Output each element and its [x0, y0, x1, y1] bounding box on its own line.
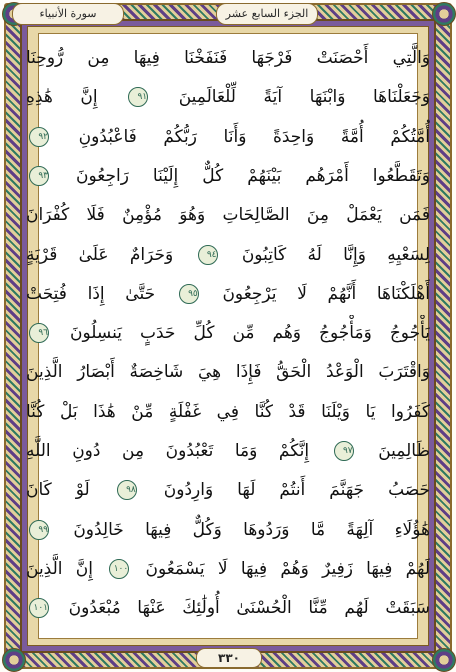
verse-line: [26, 394, 430, 431]
verse-text: حَتَّىٰ إِذَا فُتِحَتْ: [26, 283, 156, 304]
verse-line: [26, 433, 430, 470]
verse-text: هَٰؤُلَاءِ آلِهَةً مَّا وَرَدُوهَا وَكُلٌّ فِيهَا خَالِدُونَ: [73, 519, 430, 540]
verse-line: [26, 354, 430, 391]
corner-ornament: [432, 2, 456, 26]
verse-line: [26, 551, 430, 588]
verse-text: لِسَعْيِهِ وَإِنَّا لَهُ كَاتِبُونَ: [241, 244, 430, 265]
verse-text: إِنَّ الَّذِينَ: [26, 558, 93, 579]
verse-text: وَجَعَلْنَاهَا وَابْنَهَا آيَةً لِّلْعَالَمِينَ: [178, 87, 430, 108]
corner-ornament: [2, 648, 26, 672]
verse-text: إِنَّكُمْ وَمَا تَعْبُدُونَ مِن دُونِ اللَّهِ: [26, 441, 310, 461]
verse-line: [26, 40, 430, 77]
verse-line: [26, 119, 430, 156]
verse-text: ظَالِمِينَ: [378, 441, 430, 461]
quran-text: [26, 40, 430, 630]
ayah-number-marker: ٩٩: [29, 520, 49, 540]
page-number: ٣٣٠: [196, 648, 262, 668]
ayah-number-marker: ٩٨: [117, 480, 137, 500]
verse-text: حَصَبُ جَهَنَّمَ أَنتُمْ لَهَا وَارِدُونَ: [163, 480, 430, 501]
verse-line: [26, 590, 430, 627]
corner-ornament: [432, 648, 456, 672]
verse-line: [26, 237, 430, 274]
ayah-number-marker: ٩١: [128, 87, 148, 107]
verse-text: وَاقْتَرَبَ الْوَعْدُ الْحَقُّ فَإِذَا هِيَ شَاخِصَةٌ أَبْصَارُ الَّذِينَ: [26, 362, 430, 383]
ayah-number-marker: ٩٦: [29, 323, 49, 343]
ayah-number-marker: ٩٢: [29, 127, 49, 147]
verse-line: [26, 472, 430, 509]
verse-line: [26, 276, 430, 313]
verse-text: وَحَرَامٌ عَلَىٰ قَرْيَةٍ: [26, 244, 174, 265]
verse-text: لَوْ كَانَ: [26, 480, 90, 501]
verse-text: أَهْلَكْنَاهَا أَنَّهُمْ لَا يَرْجِعُونَ: [222, 283, 430, 304]
surah-header: سورة الأنبياء: [12, 3, 124, 25]
verse-line: [26, 197, 430, 234]
ayah-number-marker: ١٠٠: [109, 559, 129, 579]
verse-text: إِنَّ هَٰذِهِ: [26, 87, 98, 108]
ayah-number-marker: ٩٧: [334, 441, 354, 461]
verse-text: وَالَّتِي أَحْصَنَتْ فَرْجَهَا فَنَفَخْنَا فِيهَا مِن رُّوحِنَا: [26, 48, 430, 68]
verse-text: أُمَّتُكُمْ أُمَّةً وَاحِدَةً وَأَنَا رَبُّكُمْ فَاعْبُدُونِ: [78, 126, 430, 147]
verse-line: [26, 315, 430, 352]
ayah-number-marker: ٩٣: [29, 166, 49, 186]
verse-text: فَمَن يَعْمَلْ مِنَ الصَّالِحَاتِ وَهُوَ مُؤْمِنٌ فَلَا كُفْرَانَ: [26, 205, 430, 226]
verse-text: وَتَقَطَّعُوا أَمْرَهُم بَيْنَهُمْ كُلٌّ إِلَيْنَا رَاجِعُونَ: [76, 165, 430, 186]
verse-text: لَهُمْ فِيهَا زَفِيرٌ وَهُمْ فِيهَا لَا يَسْمَعُونَ: [145, 558, 430, 579]
juz-header: الجزء السابع عشر: [216, 3, 318, 25]
ayah-number-marker: ٩٤: [198, 245, 218, 265]
verse-text: يَأْجُوجُ وَمَأْجُوجُ وَهُم مِّن كُلِّ حَدَبٍ يَنسِلُونَ: [70, 323, 430, 344]
verse-line: [26, 512, 430, 549]
ayah-number-marker: ٩٥: [179, 284, 199, 304]
ayah-number-marker: ١٠١: [29, 598, 49, 618]
verse-line: [26, 158, 430, 195]
verse-text: سَبَقَتْ لَهُم مِّنَّا الْحُسْنَىٰ أُولَٰئِكَ عَنْهَا مُبْعَدُونَ: [68, 598, 430, 619]
verse-text: كَفَرُوا يَا وَيْلَنَا قَدْ كُنَّا فِي غَفْلَةٍ مِّنْ هَٰذَا بَلْ كُنَّا: [26, 401, 430, 422]
verse-line: [26, 79, 430, 116]
